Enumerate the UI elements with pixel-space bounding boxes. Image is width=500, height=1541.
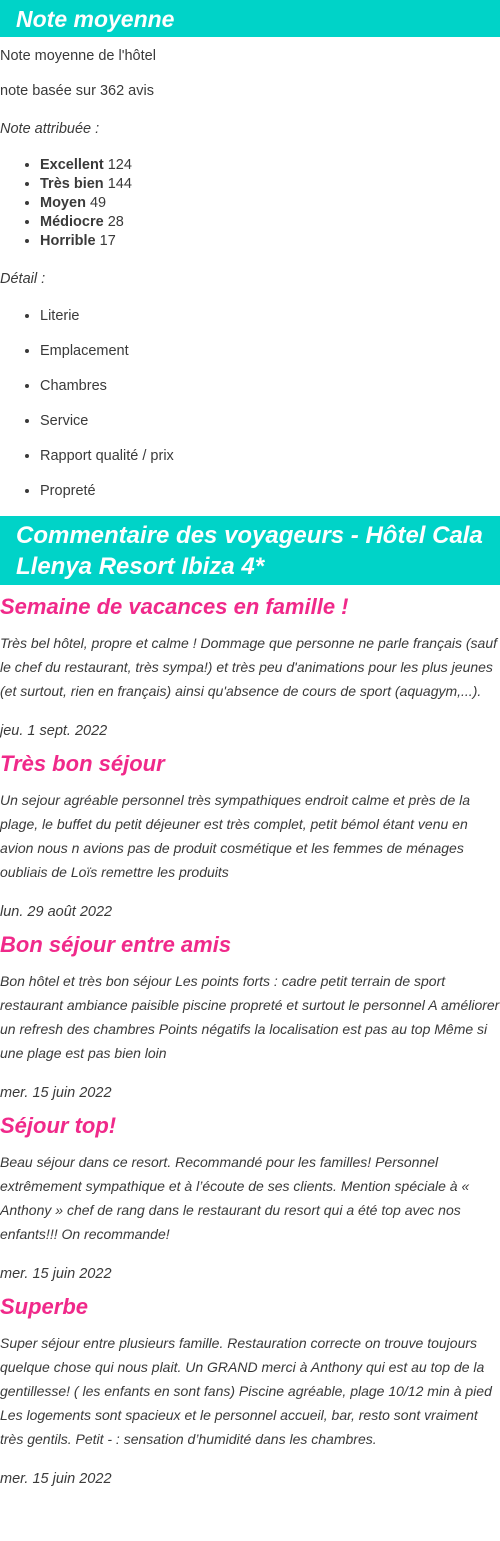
detail-item-cleanliness: • Propreté [40, 481, 500, 501]
detail-label: Détail : [0, 271, 46, 287]
detail-item-rooms: • Chambres [40, 376, 500, 396]
review-text: Super séjour entre plusieurs famille. Restauration correcte on trouve toujours quelque chose qui nous plait. Un GRAND merci à Anthony qui est au top de la gentillesse! ( les enfants en sont fans) Piscine agréable, plage 10/12 min à pied Les logements sont spacieux et le personnel accueil, bar, resto sont vraiment très gentils. Petit - : sensation d’humidité dans les chambres. [0, 1335, 492, 1447]
review-date: mer. 15 juin 2022 [0, 1266, 112, 1282]
rating-count-very-good: • Très bien 144 [40, 175, 500, 194]
given-rating-label: Note attribuée : [0, 121, 100, 137]
detail-item-bedding: • Literie [40, 306, 500, 326]
review-date: mer. 15 juin 2022 [0, 1085, 112, 1101]
review-title: Très bon séjour [0, 751, 165, 776]
average-rating-heading: Note moyenne [0, 0, 500, 37]
review-text: Très bel hôtel, propre et calme ! Dommage que personne ne parle français (sauf le chef du restaurant, très sympa!) et très peu d'animations pour les plus jeunes (et surtout, rien en français) ainsi qu'absence de cours de sport (aquagym,...). [0, 635, 497, 699]
average-rating-section [0, 46, 500, 501]
review-text: Un sejour agréable personnel très sympathiques endroit calme et près de la plage, le buffet du petit déjeuner est très complet, petit bémol étant venu en avion nous n avions pas de produit cosmétique et les femmes de ménages oubliais de Loïs remettre les produits [0, 792, 471, 880]
review-title: Bon séjour entre amis [0, 932, 232, 957]
rating-counts-list [0, 156, 500, 251]
rating-count-excellent: • Excellent 124 [40, 156, 500, 175]
review-text: Bon hôtel et très bon séjour Les points forts : cadre petit terrain de sport restaurant ambiance paisible piscine propreté et surtout le personnel A améliorer un refresh des chambres Points négatifs la localisation est pas au top Même si une plage est pas bien loin [0, 973, 500, 1061]
detail-item-value: • Rapport qualité / prix [40, 446, 500, 466]
review-item [0, 1293, 500, 1489]
review-title: Séjour top! [0, 1113, 117, 1138]
review-date: lun. 29 août 2022 [0, 904, 113, 920]
review-item [0, 931, 500, 1103]
review-item [0, 750, 500, 922]
review-text: Beau séjour dans ce resort. Recommandé pour les familles! Personnel extrêmement sympathique et à l’écoute de ses clients. Mention spéciale à « Anthony » chef de rang dans le restaurant du resort qui a été top avec nos enfants!!! On recommande! [0, 1154, 470, 1242]
rating-details-list [0, 306, 500, 501]
detail-item-service: • Service [40, 411, 500, 431]
rating-count-horrible: • Horrible 17 [40, 232, 500, 251]
review-title: Semaine de vacances en famille ! [0, 594, 349, 619]
review-title: Superbe [0, 1294, 89, 1319]
reviews-list [0, 593, 500, 1489]
detail-item-location: • Emplacement [40, 341, 500, 361]
rating-count-mediocre: • Médiocre 28 [40, 213, 500, 232]
rating-count-average: • Moyen 49 [40, 194, 500, 213]
review-date: mer. 15 juin 2022 [0, 1471, 112, 1487]
reviews-count-text: note basée sur 362 avis [0, 83, 154, 99]
hotel-average-label: Note moyenne de l'hôtel [0, 48, 156, 64]
review-date: jeu. 1 sept. 2022 [0, 723, 108, 739]
review-item [0, 593, 500, 741]
review-item [0, 1112, 500, 1284]
traveler-comments-heading: Commentaire des voyageurs - Hôtel Cala Llenya Resort Ibiza 4* [0, 516, 500, 585]
